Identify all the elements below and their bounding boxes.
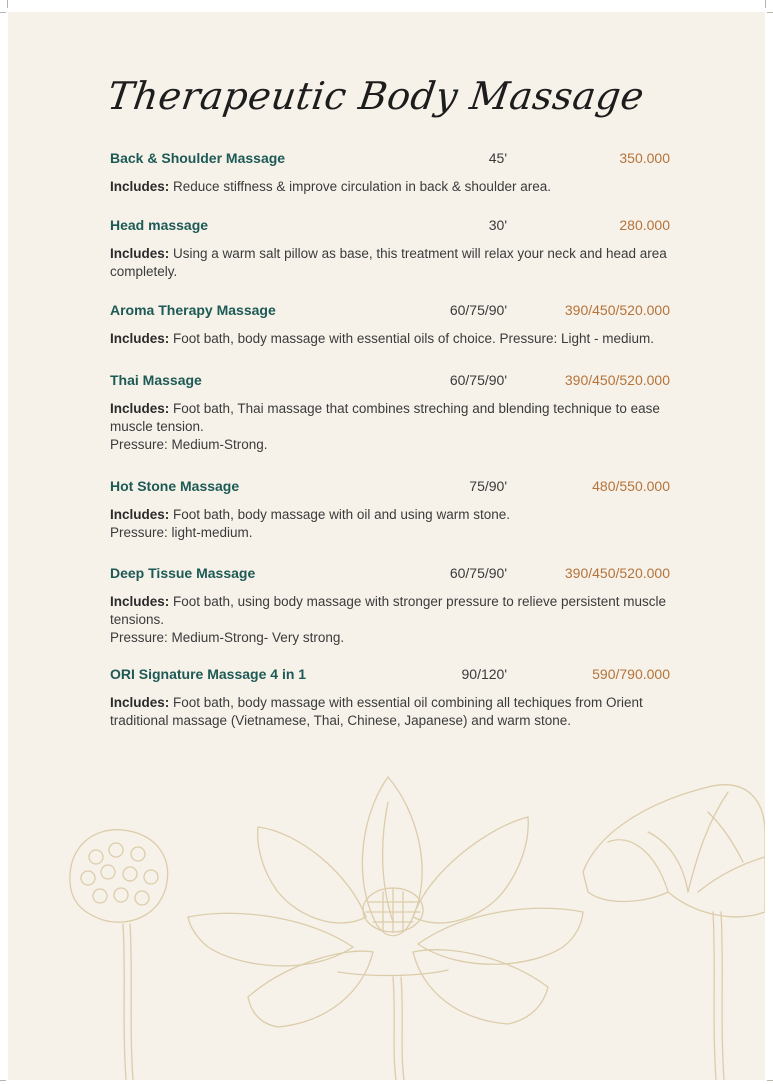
service-name: Hot Stone Massage xyxy=(110,478,240,494)
service-description xyxy=(110,330,670,348)
service-header xyxy=(110,302,670,322)
crop-mark xyxy=(765,0,766,8)
service-description xyxy=(110,694,670,730)
service-includes-text: Foot bath, body massage with essential oil combining all techiques from Orient traditional massage (Vietnamese, Thai, Chinese, Japanese) and warm stone. xyxy=(110,695,643,728)
crop-mark xyxy=(7,0,8,8)
includes-label: Includes: xyxy=(110,179,170,194)
lotus-leaf-icon xyxy=(583,785,765,1080)
service-price: 280.000 xyxy=(619,217,670,233)
crop-mark xyxy=(0,1080,6,1081)
service-description xyxy=(110,400,670,454)
lotus-flower-icon xyxy=(188,777,583,1080)
service-item xyxy=(110,372,670,454)
service-description xyxy=(110,593,670,647)
service-header xyxy=(110,478,670,498)
service-item xyxy=(110,565,670,647)
service-duration: 30' xyxy=(488,217,507,233)
service-price: 590/790.000 xyxy=(592,666,670,682)
service-price: 480/550.000 xyxy=(592,478,670,494)
service-item xyxy=(110,217,670,281)
service-header xyxy=(110,372,670,392)
service-description xyxy=(110,506,670,542)
service-pressure-text: Pressure: Medium-Strong. xyxy=(110,437,268,452)
service-name: Head massage xyxy=(110,217,209,233)
service-includes-text: Foot bath, body massage with essential oils of choice. Pressure: Light - medium. xyxy=(173,331,655,346)
service-duration: 60/75/90' xyxy=(449,372,507,388)
service-description xyxy=(110,178,670,196)
service-item xyxy=(110,150,670,196)
includes-label: Includes: xyxy=(110,507,170,522)
crop-mark xyxy=(767,1080,773,1081)
service-name: Aroma Therapy Massage xyxy=(110,302,276,318)
service-pressure-text: Pressure: light-medium. xyxy=(110,525,253,540)
service-duration: 90/120' xyxy=(461,666,507,682)
includes-label: Includes: xyxy=(110,695,170,710)
service-item xyxy=(110,478,670,542)
service-header xyxy=(110,150,670,170)
service-pressure-text: Pressure: Medium-Strong- Very strong. xyxy=(110,630,345,645)
menu-page xyxy=(8,12,765,1080)
service-duration: 60/75/90' xyxy=(449,302,507,318)
service-price: 350.000 xyxy=(619,150,670,166)
service-includes-text: Reduce stiffness & improve circulation in back & shoulder area. xyxy=(173,179,551,194)
service-item xyxy=(110,666,670,730)
service-header xyxy=(110,217,670,237)
service-header xyxy=(110,666,670,686)
service-duration: 75/90' xyxy=(469,478,507,494)
page-title: Therapeutic Body Massage xyxy=(104,74,648,118)
service-duration: 45' xyxy=(488,150,507,166)
service-header xyxy=(110,565,670,585)
service-price: 390/450/520.000 xyxy=(564,565,670,581)
includes-label: Includes: xyxy=(110,401,170,416)
service-price: 390/450/520.000 xyxy=(564,372,670,388)
service-description xyxy=(110,245,670,281)
service-duration: 60/75/90' xyxy=(449,565,507,581)
includes-label: Includes: xyxy=(110,594,170,609)
includes-label: Includes: xyxy=(110,331,170,346)
service-name: ORI Signature Massage 4 in 1 xyxy=(110,666,307,682)
service-item xyxy=(110,302,670,348)
lotus-seed-pod-icon xyxy=(70,830,168,1080)
includes-label: Includes: xyxy=(110,246,170,261)
service-includes-text: Foot bath, Thai massage that combines streching and blending technique to ease muscle tension. xyxy=(110,401,660,434)
service-includes-text: Foot bath, using body massage with stronger pressure to relieve persistent muscle tensions. xyxy=(110,594,667,627)
service-name: Deep Tissue Massage xyxy=(110,565,256,581)
service-name: Thai Massage xyxy=(110,372,202,388)
service-name: Back & Shoulder Massage xyxy=(110,150,286,166)
crop-mark xyxy=(0,12,6,13)
service-includes-text: Using a warm salt pillow as base, this treatment will relax your neck and head area completely. xyxy=(110,246,667,279)
crop-mark xyxy=(767,12,773,13)
service-price: 390/450/520.000 xyxy=(564,302,670,318)
service-includes-text: Foot bath, body massage with oil and using warm stone. xyxy=(173,507,510,522)
